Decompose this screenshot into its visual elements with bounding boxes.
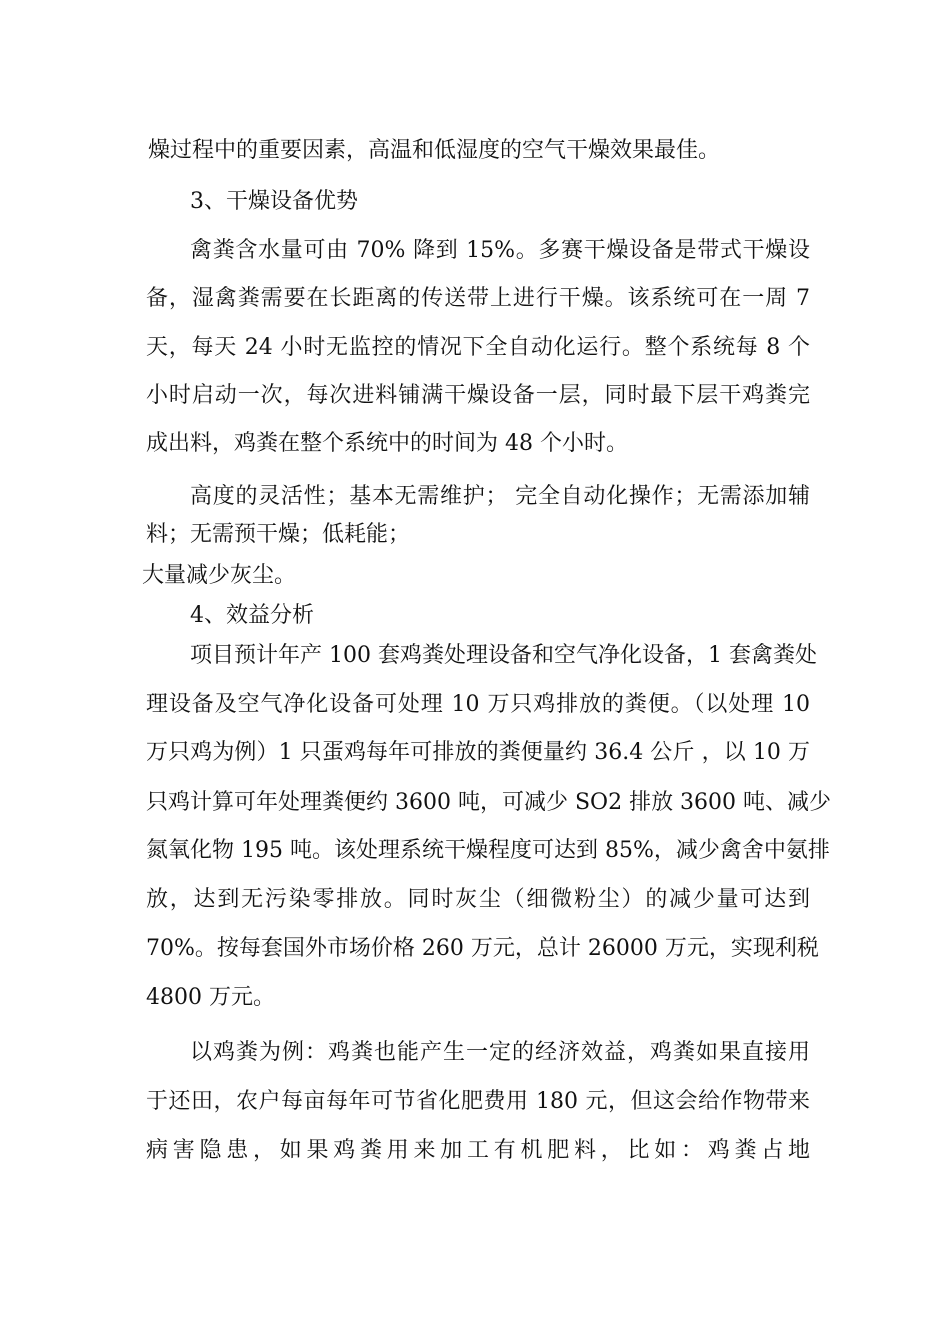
paragraph-line: 以鸡粪为例：鸡粪也能产生一定的经济效益，鸡粪如果直接用: [190, 1040, 810, 1065]
paragraph-line: 4800 万元。: [146, 985, 275, 1010]
paragraph-line: 万只鸡为例）1 只蛋鸡每年可排放的粪便量约 36.4 公斤 ，以 10 万: [146, 740, 810, 765]
section-heading: 4、效益分析: [190, 603, 314, 628]
paragraph-line: 燥过程中的重要因素，高温和低湿度的空气干燥效果最佳。: [148, 138, 721, 163]
paragraph-line: 氮氧化物 195 吨。该处理系统干燥程度可达到 85%，减少禽舍中氨排: [146, 838, 830, 863]
paragraph-line: 放，达到无污染零排放。同时灰尘（细微粉尘）的减少量可达到: [146, 887, 810, 912]
paragraph-line: 高度的灵活性；基本无需维护； 完全自动化操作；无需添加辅: [190, 484, 810, 509]
paragraph-line: 料；无需预干燥；低耗能；: [146, 522, 411, 547]
paragraph-line: 小时启动一次，每次进料铺满干燥设备一层，同时最下层干鸡粪完: [146, 383, 810, 408]
paragraph-line: 项目预计年产 100 套鸡粪处理设备和空气净化设备，1 套禽粪处: [190, 643, 817, 668]
paragraph-line: 禽粪含水量可由 70% 降到 15%。多赛干燥设备是带式干燥设: [190, 238, 810, 263]
paragraph-line: 成出料，鸡粪在整个系统中的时间为 48 个小时。: [146, 431, 628, 456]
paragraph-line: 理设备及空气净化设备可处理 10 万只鸡排放的粪便。（以处理 10: [146, 692, 810, 717]
paragraph-line: 大量减少灰尘。: [142, 563, 297, 588]
section-heading: 3、干燥设备优势: [190, 189, 358, 214]
paragraph-line: 只鸡计算可年处理粪便约 3600 吨，可减少 SO2 排放 3600 吨、减少: [146, 790, 832, 815]
paragraph-line: 病害隐患，如果鸡粪用来加工有机肥料，比如：鸡粪占地: [146, 1138, 810, 1163]
paragraph-line: 天，每天 24 小时无监控的情况下全自动化运行。整个系统每 8 个: [146, 335, 810, 360]
paragraph-line: 70%。按每套国外市场价格 260 万元，总计 26000 万元，实现利税: [146, 936, 819, 961]
paragraph-line: 于还田，农户每亩每年可节省化肥费用 180 元，但这会给作物带来: [146, 1089, 810, 1114]
paragraph-line: 备，湿禽粪需要在长距离的传送带上进行干燥。该系统可在一周 7: [146, 286, 810, 311]
